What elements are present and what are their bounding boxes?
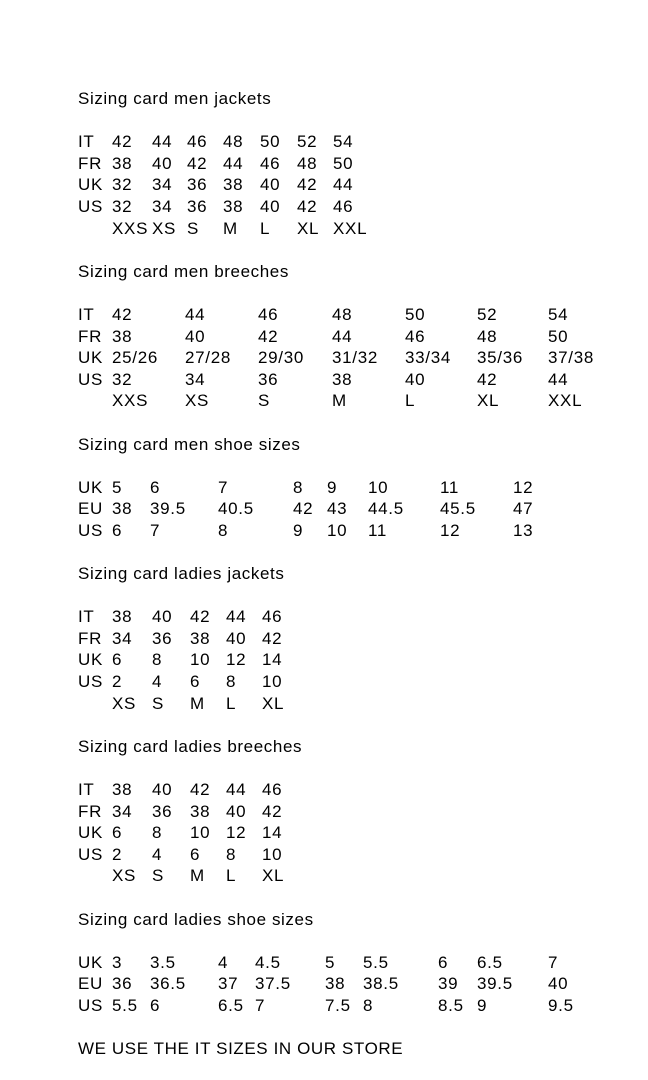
table-cell: 34 xyxy=(185,369,206,389)
table-cell: XXL xyxy=(548,391,583,411)
table-cell: 2 xyxy=(112,672,123,692)
table-row xyxy=(78,131,648,153)
table-cell: XXS xyxy=(112,391,149,411)
table-cell: 9.5 xyxy=(548,995,574,1015)
table-cell: 12 xyxy=(226,650,247,670)
table-cell: S xyxy=(258,391,271,411)
table-cell: 39.5 xyxy=(150,499,186,519)
table-cell: 46 xyxy=(260,153,281,173)
row-label: US xyxy=(78,672,104,692)
table-row xyxy=(78,973,648,995)
table-cell: 37.5 xyxy=(255,974,291,994)
table-cell: 40 xyxy=(405,369,426,389)
section-title: Sizing card ladies breeches xyxy=(78,736,303,756)
table-row xyxy=(78,822,648,844)
table-cell: 44 xyxy=(548,369,569,389)
table-cell: 7 xyxy=(218,477,229,497)
table-cell: 36 xyxy=(187,175,208,195)
row-label: IT xyxy=(78,132,95,152)
table-cell: 42 xyxy=(190,607,211,627)
table-cell: XL xyxy=(262,693,285,713)
table-cell: 38 xyxy=(332,369,353,389)
table-cell: 42 xyxy=(477,369,498,389)
footer-note: WE USE THE IT SIZES IN OUR STORE xyxy=(78,1039,404,1059)
table-cell: 42 xyxy=(297,175,318,195)
table-cell: 44 xyxy=(226,607,247,627)
table-cell: L xyxy=(260,218,271,238)
section-ladies-shoe-sizes xyxy=(78,909,648,1039)
table-cell: XXS xyxy=(112,218,149,238)
table-cell: 8.5 xyxy=(438,995,464,1015)
table-cell: 40 xyxy=(226,801,247,821)
table-row xyxy=(78,995,648,1017)
table-cell: 40 xyxy=(152,780,173,799)
table-cell: 40 xyxy=(185,326,206,346)
table-cell: 10 xyxy=(190,650,211,670)
table-cell: 8 xyxy=(226,672,237,692)
table-cell: 7 xyxy=(150,520,161,540)
table-cell: 32 xyxy=(112,175,133,195)
table-cell: 40.5 xyxy=(218,499,254,519)
table-cell: XL xyxy=(297,218,320,238)
table-cell: 38 xyxy=(112,780,133,799)
table-cell: 42 xyxy=(112,304,133,324)
row-label: US xyxy=(78,520,104,540)
table-cell: 40 xyxy=(260,196,281,216)
table-cell: 42 xyxy=(112,132,133,152)
table-cell: S xyxy=(187,218,200,238)
table-cell: 5.5 xyxy=(363,952,389,972)
row-label: IT xyxy=(78,607,95,627)
table-row xyxy=(78,693,648,715)
table-row xyxy=(78,779,648,801)
table-row xyxy=(78,326,648,348)
table-cell: 48 xyxy=(297,153,318,173)
table-cell: 6 xyxy=(438,952,449,972)
table-cell: 35/36 xyxy=(477,348,524,368)
table-cell: 6 xyxy=(112,650,123,670)
table-cell: 46 xyxy=(333,196,354,216)
table-cell: XL xyxy=(262,866,285,886)
table-cell: XS xyxy=(112,693,137,713)
table-cell: L xyxy=(405,391,416,411)
table-cell: 9 xyxy=(293,520,304,540)
table-cell: 37 xyxy=(218,974,239,994)
table-cell: 10 xyxy=(190,823,211,843)
table-cell: 6 xyxy=(150,477,161,497)
table-cell: 50 xyxy=(333,153,354,173)
table-row xyxy=(78,174,648,196)
spacer xyxy=(78,1017,648,1039)
spacer xyxy=(78,110,648,132)
table-cell: 36 xyxy=(152,628,173,648)
section-men-jackets xyxy=(78,88,648,261)
row-label: FR xyxy=(78,153,103,173)
spacer xyxy=(78,455,648,477)
table-cell: 38 xyxy=(223,175,244,195)
row-label: UK xyxy=(78,650,104,670)
table-cell: XS xyxy=(185,391,210,411)
row-label: FR xyxy=(78,326,103,346)
row-label: EU xyxy=(78,499,104,519)
table-cell: 10 xyxy=(327,520,348,540)
table-cell: 33/34 xyxy=(405,348,452,368)
table-cell: 29/30 xyxy=(258,348,305,368)
table-cell: S xyxy=(152,693,165,713)
table-cell: 42 xyxy=(297,196,318,216)
table-cell: 5.5 xyxy=(112,995,138,1015)
table-cell: 50 xyxy=(548,326,569,346)
table-cell: 38 xyxy=(112,607,133,627)
table-cell: 40 xyxy=(152,153,173,173)
table-row xyxy=(78,606,648,628)
table-cell: 32 xyxy=(112,369,133,389)
table-cell: 43 xyxy=(327,499,348,519)
table-cell: 6 xyxy=(190,844,201,864)
row-label: IT xyxy=(78,304,95,324)
row-label: FR xyxy=(78,628,103,648)
table-cell: 48 xyxy=(223,132,244,152)
table-cell: 6 xyxy=(150,995,161,1015)
table-cell: 44 xyxy=(185,304,206,324)
table-cell: 8 xyxy=(363,995,374,1015)
table-cell: 34 xyxy=(112,628,133,648)
table-row xyxy=(78,671,648,693)
table-cell: 42 xyxy=(262,628,283,648)
spacer xyxy=(78,239,648,261)
table-cell: 9 xyxy=(477,995,488,1015)
row-label: US xyxy=(78,844,104,864)
table-cell: 12 xyxy=(440,520,461,540)
table-cell: M xyxy=(190,693,205,713)
row-label: US xyxy=(78,369,104,389)
table-cell: 36.5 xyxy=(150,974,186,994)
table-row xyxy=(78,390,648,412)
table-cell: 38 xyxy=(223,196,244,216)
table-cell: 34 xyxy=(112,801,133,821)
table-cell: 34 xyxy=(152,175,173,195)
table-cell: 50 xyxy=(405,304,426,324)
table-cell: 39.5 xyxy=(477,974,513,994)
table-row xyxy=(78,520,648,542)
table-cell: 32 xyxy=(112,196,133,216)
table-cell: 54 xyxy=(333,132,354,152)
table-row xyxy=(78,498,648,520)
table-cell: 46 xyxy=(262,780,283,799)
section-ladies-jackets xyxy=(78,563,648,736)
row-label: UK xyxy=(78,477,104,497)
table-cell: 47 xyxy=(513,499,534,519)
table-cell: 2 xyxy=(112,844,123,864)
table-cell: 52 xyxy=(297,132,318,152)
spacer xyxy=(78,757,648,779)
table-cell: L xyxy=(226,693,237,713)
table-cell: 11 xyxy=(440,477,460,497)
table-cell: 13 xyxy=(513,520,534,540)
table-cell: 4 xyxy=(152,844,163,864)
table-cell: 8 xyxy=(293,477,304,497)
table-cell: 40 xyxy=(260,175,281,195)
table-cell: 12 xyxy=(226,823,247,843)
table-cell: 36 xyxy=(112,974,133,994)
table-cell: 40 xyxy=(548,974,569,994)
table-cell: 37/38 xyxy=(548,348,595,368)
table-row xyxy=(78,844,648,866)
spacer xyxy=(78,412,648,434)
section-title: Sizing card ladies jackets xyxy=(78,564,285,584)
row-label: UK xyxy=(78,952,104,972)
row-label: US xyxy=(78,995,104,1015)
table-cell: 9 xyxy=(327,477,338,497)
table-cell: 25/26 xyxy=(112,348,159,368)
table-row xyxy=(78,952,648,974)
table-cell: 34 xyxy=(152,196,173,216)
table-cell: 7 xyxy=(255,995,266,1015)
row-label: FR xyxy=(78,801,103,821)
table-cell: M xyxy=(190,866,205,886)
table-cell: 38 xyxy=(112,499,133,519)
table-row xyxy=(78,304,648,326)
table-cell: 42 xyxy=(293,499,314,519)
table-cell: 44 xyxy=(333,175,354,195)
table-cell: 42 xyxy=(187,153,208,173)
table-cell: 10 xyxy=(262,672,283,692)
table-cell: 36 xyxy=(187,196,208,216)
section-ladies-breeches xyxy=(78,736,648,909)
row-label: IT xyxy=(78,780,95,799)
table-row xyxy=(78,369,648,391)
table-cell: 46 xyxy=(262,607,283,627)
table-cell: 8 xyxy=(218,520,229,540)
table-cell: 42 xyxy=(258,326,279,346)
table-cell: 11 xyxy=(368,520,388,540)
table-cell: 5 xyxy=(325,952,336,972)
table-cell: 4 xyxy=(152,672,163,692)
table-row xyxy=(78,477,648,499)
table-cell: XL xyxy=(477,391,500,411)
table-cell: 8 xyxy=(226,844,237,864)
table-cell: XXL xyxy=(333,218,368,238)
table-cell: 27/28 xyxy=(185,348,232,368)
table-cell: 6.5 xyxy=(218,995,244,1015)
spacer xyxy=(78,887,648,909)
table-row xyxy=(78,153,648,175)
table-cell: 44 xyxy=(332,326,353,346)
section-title: Sizing card men shoe sizes xyxy=(78,434,301,454)
table-row xyxy=(78,649,648,671)
row-label: UK xyxy=(78,823,104,843)
table-row xyxy=(78,347,648,369)
table-cell: 36 xyxy=(258,369,279,389)
table-row xyxy=(78,628,648,650)
table-cell: 38.5 xyxy=(363,974,399,994)
table-cell: S xyxy=(152,866,165,886)
table-cell: XS xyxy=(112,866,137,886)
table-cell: 38 xyxy=(190,628,211,648)
table-cell: 46 xyxy=(258,304,279,324)
table-cell: 6 xyxy=(112,823,123,843)
table-cell: 48 xyxy=(332,304,353,324)
table-cell: 40 xyxy=(152,607,173,627)
table-cell: 44 xyxy=(226,780,247,799)
table-cell: 3.5 xyxy=(150,952,176,972)
row-label: UK xyxy=(78,348,104,368)
table-cell: 7.5 xyxy=(325,995,351,1015)
table-cell: 3 xyxy=(112,952,123,972)
section-title: Sizing card men breeches xyxy=(78,261,289,281)
table-cell: 38 xyxy=(325,974,346,994)
section-title: Sizing card men jackets xyxy=(78,89,272,108)
table-cell: 12 xyxy=(513,477,534,497)
table-cell: 14 xyxy=(262,823,283,843)
table-cell: 7 xyxy=(548,952,559,972)
table-cell: 48 xyxy=(477,326,498,346)
table-cell: 44 xyxy=(223,153,244,173)
table-cell: 4.5 xyxy=(255,952,281,972)
table-cell: 36 xyxy=(152,801,173,821)
table-cell: 52 xyxy=(477,304,498,324)
table-cell: 38 xyxy=(112,153,133,173)
table-cell: 44.5 xyxy=(368,499,404,519)
table-cell: 14 xyxy=(262,650,283,670)
table-cell: 42 xyxy=(190,780,211,799)
spacer xyxy=(78,541,648,563)
table-cell: 54 xyxy=(548,304,569,324)
table-cell: 8 xyxy=(152,823,163,843)
table-row xyxy=(78,801,648,823)
table-cell: 6 xyxy=(112,520,123,540)
table-cell: 6 xyxy=(190,672,201,692)
table-cell: XS xyxy=(152,218,177,238)
table-cell: 10 xyxy=(262,844,283,864)
table-cell: 44 xyxy=(152,132,173,152)
spacer xyxy=(78,585,648,607)
table-cell: 38 xyxy=(112,326,133,346)
table-cell: 8 xyxy=(152,650,163,670)
section-title: Sizing card ladies shoe sizes xyxy=(78,909,314,929)
table-row xyxy=(78,865,648,887)
table-cell: 50 xyxy=(260,132,281,152)
table-cell: 39 xyxy=(438,974,459,994)
table-cell: 38 xyxy=(190,801,211,821)
table-cell: 40 xyxy=(226,628,247,648)
table-cell: 31/32 xyxy=(332,348,379,368)
row-label: US xyxy=(78,196,104,216)
row-label: UK xyxy=(78,175,104,195)
spacer xyxy=(78,714,648,736)
table-cell: L xyxy=(226,866,237,886)
section-men-shoe-sizes xyxy=(78,434,648,564)
table-cell: 45.5 xyxy=(440,499,476,519)
table-cell: 42 xyxy=(262,801,283,821)
table-cell: 10 xyxy=(368,477,389,497)
spacer xyxy=(78,282,648,304)
table-cell: M xyxy=(223,218,238,238)
table-cell: 46 xyxy=(187,132,208,152)
section-men-breeches xyxy=(78,261,648,434)
table-cell: 6.5 xyxy=(477,952,503,972)
table-cell: M xyxy=(332,391,347,411)
table-row xyxy=(78,196,648,218)
table-row xyxy=(78,218,648,240)
table-cell: 46 xyxy=(405,326,426,346)
row-label: EU xyxy=(78,974,104,994)
spacer xyxy=(78,930,648,952)
table-cell: 4 xyxy=(218,952,229,972)
table-cell: 5 xyxy=(112,477,123,497)
